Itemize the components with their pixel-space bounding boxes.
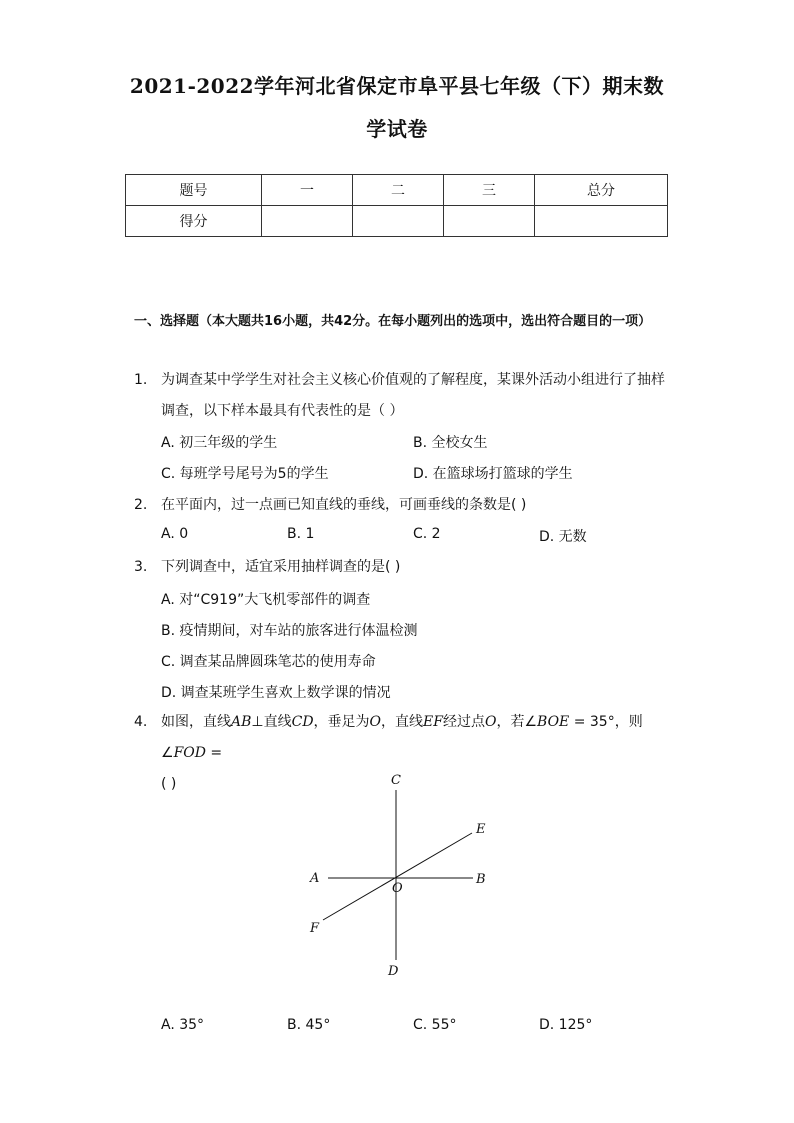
score-table-cell: 得分 <box>126 206 262 237</box>
question-3-option-d[interactable]: D. 调查某班学生喜欢上数学课的情况 <box>161 685 391 701</box>
question-2-text: 在平面内，过一点画已知直线的垂线，可画垂线的条数是( ) <box>161 497 527 513</box>
score-table-header-cell: 题号 <box>126 175 262 206</box>
question-3-option-b[interactable]: B. 疫情期间，对车站的旅客进行体温检测 <box>161 623 418 639</box>
label-a: A <box>310 871 320 886</box>
score-table-cell <box>535 206 668 237</box>
question-4-option-b[interactable]: B. 45° <box>287 1017 331 1033</box>
question-2-option-c[interactable]: C. 2 <box>413 526 441 542</box>
question-number: 3. <box>134 559 148 575</box>
score-table-cell <box>262 206 353 237</box>
q4-math: AB <box>231 714 252 730</box>
question-number: 2. <box>134 497 148 513</box>
score-table-header-row <box>126 175 668 206</box>
question-4-option-c[interactable]: C. 55° <box>413 1017 457 1033</box>
q4-text-part: ，直线 <box>381 714 424 730</box>
line-ef <box>323 833 472 920</box>
geometry-figure <box>300 762 500 982</box>
question-2-option-d[interactable]: D. 无数 <box>539 529 587 545</box>
q4-math: EF <box>423 714 443 730</box>
page-title-line1: 2021-2022学年河北省保定市阜平县七年级（下）期末数 <box>129 74 665 98</box>
score-table-header-cell: 一 <box>262 175 353 206</box>
q4-text-line2: ( ) <box>161 776 177 792</box>
q4-math: BOE <box>537 714 570 730</box>
q4-text-part: 经过点 <box>442 714 485 730</box>
question-1-option-c[interactable]: C. 每班学号尾号为5的学生 <box>161 466 329 482</box>
page-title-line2: 学试卷 <box>366 117 428 141</box>
q4-text-part: 如图，直线 <box>161 714 231 730</box>
question-number: 1. <box>134 372 148 388</box>
label-d: D <box>388 964 399 979</box>
score-table-header-cell: 二 <box>353 175 444 206</box>
question-1-text: 为调查某中学学生对社会主义核心价值观的了解程度，某课外活动小组进行了抽样调查，以下样本最具有代表性的是（ ） <box>161 372 665 419</box>
section-heading: 一、选择题（本大题共16小题，共42分。在每小题列出的选项中，选出符合题目的一项） <box>134 314 652 329</box>
score-table-cell <box>353 206 444 237</box>
q4-text-part: = 35°，则∠ <box>161 714 643 761</box>
score-table-cell <box>444 206 535 237</box>
question-4-option-d[interactable]: D. 125° <box>539 1017 593 1033</box>
q4-math: FOD <box>173 745 206 761</box>
question-1-option-b[interactable]: B. 全校女生 <box>413 435 488 451</box>
label-e: E <box>476 822 486 837</box>
question-3-option-a[interactable]: A. 对“C919”大飞机零部件的调查 <box>161 592 371 608</box>
question-2-option-b[interactable]: B. 1 <box>287 526 315 542</box>
score-table-row <box>126 206 668 237</box>
question-3-option-c[interactable]: C. 调查某品牌圆珠笔芯的使用寿命 <box>161 654 376 670</box>
q4-text-part: ，垂足为 <box>313 714 370 730</box>
score-table <box>125 174 668 237</box>
label-c: C <box>391 773 401 788</box>
question-2-option-a[interactable]: A. 0 <box>161 526 189 542</box>
q4-math: CD <box>291 714 314 730</box>
q4-text-part: = <box>205 745 223 761</box>
q4-math: O <box>369 714 382 730</box>
label-f: F <box>310 921 320 936</box>
q4-text-part: ，若∠ <box>496 714 538 730</box>
label-o: O <box>392 881 403 896</box>
question-4-option-a[interactable]: A. 35° <box>161 1017 205 1033</box>
score-table-header-cell: 三 <box>444 175 535 206</box>
question-1-option-a[interactable]: A. 初三年级的学生 <box>161 435 278 451</box>
score-table-header-cell: 总分 <box>535 175 668 206</box>
question-number: 4. <box>134 714 148 730</box>
q4-math: O <box>484 714 497 730</box>
label-b: B <box>476 872 486 887</box>
question-3-text: 下列调查中，适宜采用抽样调查的是( ) <box>161 559 401 575</box>
question-1-option-d[interactable]: D. 在篮球场打篮球的学生 <box>413 466 573 482</box>
q4-text-part: ⊥直线 <box>251 714 292 730</box>
